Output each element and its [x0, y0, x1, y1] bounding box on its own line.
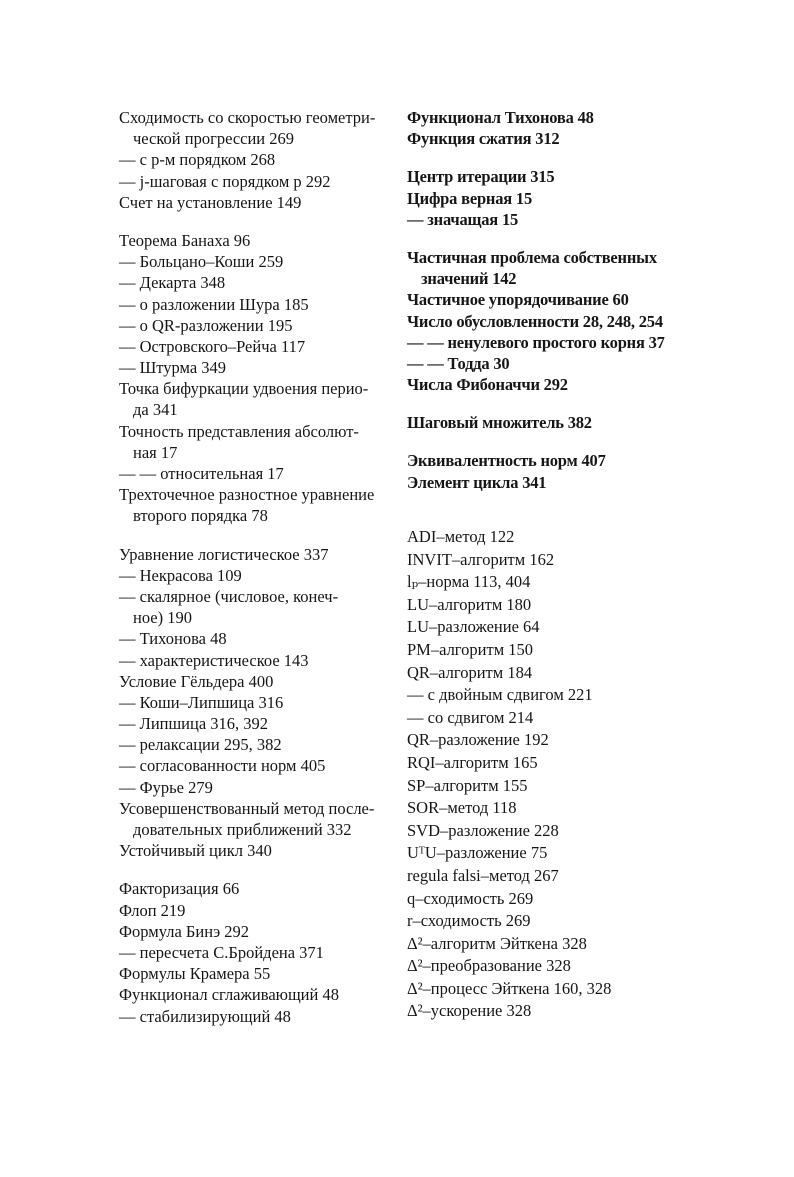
index-entry: — — относительная 17	[119, 464, 284, 483]
index-entry: Теорема Банаха 96	[119, 230, 251, 250]
index-entry: — о разложении Шура 185	[119, 294, 309, 314]
index-entry: — Коши–Липшица 316	[119, 692, 284, 712]
index-entry: Элемент цикла 341	[407, 472, 547, 492]
section-gap	[119, 527, 399, 544]
index-entry: Функционал Тихонова 48	[407, 108, 594, 127]
index-entry: — характеристическое 143	[119, 650, 309, 670]
index-entry: Усовершенствованный метод после-	[119, 798, 375, 818]
section-gap	[407, 149, 707, 166]
index-entry: — пересчета С.Бройдена 371	[119, 942, 324, 962]
index-entry: lₚ–норма 113, 404	[407, 572, 531, 592]
index-entry-continuation: значений 142	[421, 269, 517, 289]
section-gap	[119, 861, 399, 878]
index-entry: — Декарта 348	[119, 273, 226, 293]
index-entry: Функционал сглаживающий 48	[119, 985, 339, 1005]
index-column-right-upper	[407, 107, 707, 493]
index-entry: Шаговый множитель 382	[407, 413, 592, 433]
index-entry: Условие Гёльдера 400	[119, 671, 274, 691]
index-entry-continuation: ное) 190	[133, 608, 192, 628]
index-entry: SOR–метод 118	[407, 798, 517, 818]
index-entry: Трехточечное разностное уравнение	[119, 485, 375, 505]
index-entry: Уравнение логистическое 337	[119, 544, 329, 564]
index-entry: QR–разложение 192	[407, 730, 549, 750]
index-entry: regula falsi–метод 267	[407, 865, 559, 885]
index-entry: — стабилизирующий 48	[119, 1006, 291, 1026]
index-entry: Δ²–ускорение 328	[407, 1001, 532, 1021]
index-entry: Сходимость со скоростью геометри-	[119, 108, 376, 127]
index-entry: Центр итерации 315	[407, 167, 555, 187]
index-entry: LU–алгоритм 180	[407, 594, 532, 614]
index-entry: Число обусловленности 28, 248, 254	[407, 311, 663, 331]
index-entry: UᵀU–разложение 75	[407, 843, 548, 863]
index-entry: — со сдвигом 214	[407, 707, 534, 727]
index-entry: Счет на установление 149	[119, 192, 302, 212]
index-entry-continuation: довательных приближений 332	[133, 820, 352, 839]
index-entry: LU–разложение 64	[407, 617, 540, 637]
index-column-left	[119, 107, 399, 1027]
index-entry: Точность представления абсолют-	[119, 421, 359, 441]
index-entry: Формула Бинэ 292	[119, 921, 250, 941]
index-entry: Цифра верная 15	[407, 188, 533, 208]
index-entry: — о QR-разложении 195	[119, 315, 293, 335]
index-entry: — j-шаговая с порядком p 292	[119, 171, 331, 191]
index-entry-continuation: ная 17	[133, 442, 178, 462]
index-entry-continuation: да 341	[133, 400, 178, 420]
index-entry: — — Тодда 30	[407, 353, 510, 373]
index-entry: — скалярное (числовое, конеч-	[119, 586, 339, 606]
index-entry: Частичная проблема собственных	[407, 247, 657, 267]
index-entry: — с двойным сдвигом 221	[407, 685, 593, 705]
index-entry: — Больцано–Коши 259	[119, 252, 284, 272]
index-entry: Функция сжатия 312	[407, 129, 560, 149]
index-entry: Флоп 219	[119, 900, 186, 920]
index-entry-continuation: ческой прогрессии 269	[133, 129, 295, 149]
section-gap	[407, 230, 707, 247]
index-entry: INVIT–алгоритм 162	[407, 549, 555, 569]
index-entry: Формулы Крамера 55	[119, 964, 271, 984]
index-entry: Устойчивый цикл 340	[119, 841, 272, 861]
index-entry: PM–алгоритм 150	[407, 639, 534, 659]
index-entry: Δ²–преобразование 328	[407, 956, 571, 976]
index-entry: — Островского–Рейча 117	[119, 336, 306, 356]
index-entry: RQI–алгоритм 165	[407, 752, 538, 772]
index-entry: — Тихонова 48	[119, 629, 227, 649]
index-entry: SVD–разложение 228	[407, 820, 559, 840]
index-entry: — Некрасова 109	[119, 565, 242, 585]
index-entry: — значащая 15	[407, 209, 519, 229]
index-entry: Эквивалентность норм 407	[407, 451, 606, 471]
index-entry: Точка бифуркации удвоения перио-	[119, 379, 369, 399]
index-entry: — Штурма 349	[119, 358, 227, 378]
index-entry: — релаксации 295, 382	[119, 735, 282, 755]
section-gap	[407, 395, 707, 412]
index-entry: Частичное упорядочивание 60	[407, 290, 629, 310]
index-entry-continuation: второго порядка 78	[133, 506, 268, 526]
index-entry: — с p-м порядком 268	[119, 150, 276, 170]
index-entry: — Фурье 279	[119, 777, 213, 797]
index-entry: Числа Фибоначчи 292	[407, 375, 568, 395]
section-gap	[407, 433, 707, 450]
index-entry: QR–алгоритм 184	[407, 662, 533, 682]
index-entry: — — ненулевого простого корня 37	[407, 332, 665, 352]
index-entry: Δ²–алгоритм Эйткена 328	[407, 933, 587, 953]
index-entry: ADI–метод 122	[407, 527, 515, 546]
index-entry: — согласованности норм 405	[119, 756, 326, 776]
index-entry: SP–алгоритм 155	[407, 775, 528, 795]
index-entry: r–сходимость 269	[407, 911, 531, 931]
index-entry: Факторизация 66	[119, 879, 240, 899]
index-entry: — Липшица 316, 392	[119, 714, 269, 734]
index-entry: Δ²–процесс Эйткена 160, 328	[407, 978, 612, 998]
section-gap	[119, 213, 399, 230]
index-column-right-latin	[407, 526, 707, 1023]
index-entry: q–сходимость 269	[407, 888, 534, 908]
